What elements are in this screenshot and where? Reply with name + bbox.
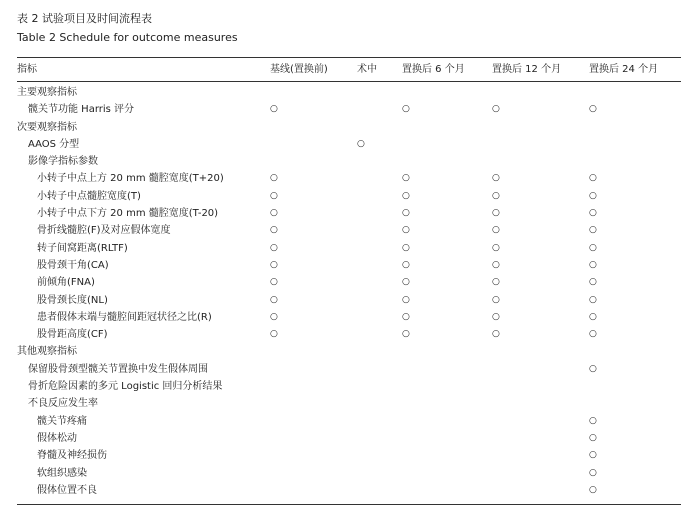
- mark-24-months: ○: [589, 277, 597, 288]
- indicator-label: 髋关节疼痛: [37, 415, 87, 427]
- mark-24-months: ○: [589, 432, 597, 443]
- indicator-label: 影像学指标参数: [28, 156, 98, 168]
- table-header-row: [17, 60, 681, 80]
- mark-24-months: ○: [589, 415, 597, 426]
- mark-12-months: [487, 361, 584, 378]
- mark-24-months: ○: [589, 208, 597, 219]
- mark-intraoperative: [357, 119, 398, 136]
- mark-intraoperative: [357, 482, 398, 499]
- mark-6-months: ○: [402, 208, 410, 219]
- header-indicator: 指标: [17, 64, 37, 75]
- mark-intraoperative: [357, 240, 398, 257]
- mark-6-months: [398, 136, 487, 153]
- mark-6-months: [398, 413, 487, 430]
- indicator-label: 假体松动: [37, 432, 77, 444]
- table-caption-chinese: 表 2 试验项目及时间流程表: [17, 12, 152, 25]
- mark-intraoperative: ○: [357, 138, 365, 149]
- mark-24-months: [584, 343, 681, 360]
- mark-12-months: [487, 378, 584, 395]
- mark-24-months: ○: [589, 363, 597, 374]
- mark-24-months: ○: [589, 467, 597, 478]
- mark-intraoperative: [357, 101, 398, 118]
- mark-12-months: [487, 84, 584, 101]
- mark-intraoperative: [357, 257, 398, 274]
- mark-24-months: ○: [589, 173, 597, 184]
- indicator-label: 脊髓及神经损伤: [37, 450, 107, 462]
- mark-12-months: ○: [492, 259, 500, 270]
- mark-6-months: ○: [402, 104, 410, 115]
- mark-intraoperative: [357, 222, 398, 239]
- mark-6-months: ○: [402, 242, 410, 253]
- indicator-label: 股骨距高度(CF): [37, 329, 108, 341]
- table-row: [17, 326, 681, 343]
- mark-intraoperative: [357, 430, 398, 447]
- header-24-months: 置换后 24 个月: [589, 64, 659, 75]
- mark-24-months: ○: [589, 450, 597, 461]
- table-row: [17, 309, 681, 326]
- mark-baseline: ○: [270, 259, 278, 270]
- mark-intraoperative: [357, 395, 398, 412]
- table-row: [17, 482, 681, 499]
- mark-intraoperative: [357, 292, 398, 309]
- mark-baseline: ○: [270, 208, 278, 219]
- mark-12-months: ○: [492, 242, 500, 253]
- mark-baseline: [264, 465, 357, 482]
- mark-6-months: [398, 84, 487, 101]
- mark-24-months: [584, 395, 681, 412]
- mark-24-months: ○: [589, 242, 597, 253]
- mark-baseline: ○: [270, 294, 278, 305]
- table-body: [17, 80, 681, 499]
- mark-12-months: ○: [492, 277, 500, 288]
- mark-24-months: ○: [589, 104, 597, 115]
- mark-24-months: [584, 84, 681, 101]
- mark-6-months: ○: [402, 277, 410, 288]
- mark-intraoperative: [357, 361, 398, 378]
- mark-intraoperative: [357, 326, 398, 343]
- table-row: [17, 84, 681, 101]
- mark-12-months: [487, 395, 584, 412]
- table-row: [17, 361, 681, 378]
- table-row: [17, 465, 681, 482]
- section-heading: 主要观察指标: [17, 87, 77, 98]
- mark-baseline: [264, 447, 357, 464]
- indicator-label: 患者假体末端与髓腔间距冠状径之比(R): [37, 311, 212, 323]
- mark-12-months: ○: [492, 225, 500, 236]
- table-row: [17, 430, 681, 447]
- table-row: [17, 378, 681, 395]
- mark-6-months: ○: [402, 190, 410, 201]
- mark-12-months: [487, 465, 584, 482]
- mark-baseline: [264, 482, 357, 499]
- table-row: [17, 274, 681, 291]
- mark-intraoperative: [357, 309, 398, 326]
- table-row: [17, 395, 681, 412]
- mark-12-months: ○: [492, 208, 500, 219]
- table-row: [17, 119, 681, 136]
- indicator-label: 软组织感染: [37, 467, 87, 479]
- mark-12-months: [487, 413, 584, 430]
- mark-12-months: ○: [492, 104, 500, 115]
- mark-baseline: [264, 378, 357, 395]
- mark-intraoperative: [357, 343, 398, 360]
- mark-6-months: ○: [402, 173, 410, 184]
- table-row: [17, 188, 681, 205]
- mark-6-months: [398, 395, 487, 412]
- mark-6-months: [398, 119, 487, 136]
- indicator-label: 保留股骨颈型髋关节置换中发生假体周围: [28, 363, 208, 375]
- indicator-label: 小转子中点下方 20 mm 髓腔宽度(T-20): [37, 208, 219, 220]
- mark-24-months: [584, 136, 681, 153]
- indicator-label: 不良反应发生率: [28, 398, 98, 410]
- mark-baseline: ○: [270, 173, 278, 184]
- mark-intraoperative: [357, 413, 398, 430]
- table-row: [17, 343, 681, 360]
- section-heading: 其他观察指标: [17, 346, 77, 358]
- mark-6-months: [398, 465, 487, 482]
- mark-baseline: ○: [270, 225, 278, 236]
- mark-12-months: ○: [492, 329, 500, 340]
- table-row: [17, 447, 681, 464]
- header-intraoperative: 术中: [357, 64, 377, 75]
- mark-intraoperative: [357, 84, 398, 101]
- mark-12-months: ○: [492, 190, 500, 201]
- mark-intraoperative: [357, 188, 398, 205]
- table-row: [17, 292, 681, 309]
- mark-6-months: ○: [402, 225, 410, 236]
- table-row: [17, 153, 681, 170]
- mark-baseline: ○: [270, 277, 278, 288]
- mark-baseline: ○: [270, 242, 278, 253]
- mark-24-months: [584, 153, 681, 170]
- indicator-label: 小转子中点髓腔宽度(T): [37, 190, 141, 202]
- table-row: [17, 136, 681, 153]
- table-bottom-rule: [17, 504, 681, 505]
- mark-24-months: [584, 378, 681, 395]
- table-top-rule: [17, 57, 681, 58]
- mark-6-months: [398, 430, 487, 447]
- mark-12-months: [487, 119, 584, 136]
- mark-baseline: [264, 343, 357, 360]
- header-baseline: 基线(置换前): [270, 64, 328, 75]
- header-12-months: 置换后 12 个月: [492, 64, 562, 75]
- mark-24-months: ○: [589, 294, 597, 305]
- indicator-label: 股骨颈长度(NL): [37, 294, 108, 306]
- mark-6-months: [398, 378, 487, 395]
- mark-baseline: [264, 136, 357, 153]
- mark-baseline: [264, 395, 357, 412]
- mark-12-months: ○: [492, 173, 500, 184]
- mark-6-months: ○: [402, 329, 410, 340]
- indicator-label: 小转子中点上方 20 mm 髓腔宽度(T+20): [37, 173, 224, 185]
- mark-baseline: ○: [270, 311, 278, 322]
- mark-baseline: [264, 413, 357, 430]
- mark-24-months: ○: [589, 311, 597, 322]
- mark-6-months: [398, 343, 487, 360]
- mark-12-months: [487, 430, 584, 447]
- table-caption-english: Table 2 Schedule for outcome measures: [17, 31, 238, 44]
- mark-baseline: [264, 84, 357, 101]
- section-heading: 次要观察指标: [17, 121, 77, 133]
- mark-12-months: [487, 136, 584, 153]
- mark-6-months: [398, 153, 487, 170]
- indicator-label: 股骨颈干角(CA): [37, 259, 109, 271]
- table-row: [17, 170, 681, 187]
- table-row: [17, 413, 681, 430]
- mark-24-months: ○: [589, 225, 597, 236]
- table-row: [17, 257, 681, 274]
- indicator-label: AAOS 分型: [28, 138, 80, 150]
- mark-intraoperative: [357, 447, 398, 464]
- mark-6-months: ○: [402, 311, 410, 322]
- mark-baseline: ○: [270, 190, 278, 201]
- table-row: [17, 101, 681, 118]
- table-row: [17, 240, 681, 257]
- indicator-label: 髋关节功能 Harris 评分: [28, 104, 135, 116]
- mark-intraoperative: [357, 274, 398, 291]
- mark-baseline: [264, 153, 357, 170]
- mark-baseline: ○: [270, 329, 278, 340]
- mark-baseline: [264, 430, 357, 447]
- indicator-label: 骨折危险因素的多元 Logistic 回归分析结果: [28, 381, 223, 393]
- indicator-label: 前倾角(FNA): [37, 277, 95, 289]
- mark-intraoperative: [357, 153, 398, 170]
- table-row: [17, 222, 681, 239]
- indicator-label: 骨折线髓腔(F)及对应假体宽度: [37, 225, 171, 237]
- mark-baseline: [264, 119, 357, 136]
- mark-12-months: [487, 482, 584, 499]
- mark-baseline: ○: [270, 104, 278, 115]
- mark-6-months: [398, 482, 487, 499]
- mark-12-months: [487, 153, 584, 170]
- mark-24-months: [584, 119, 681, 136]
- mark-24-months: ○: [589, 259, 597, 270]
- mark-12-months: ○: [492, 311, 500, 322]
- mark-intraoperative: [357, 378, 398, 395]
- mark-intraoperative: [357, 465, 398, 482]
- mark-intraoperative: [357, 170, 398, 187]
- mark-baseline: [264, 361, 357, 378]
- mark-intraoperative: [357, 205, 398, 222]
- schedule-table: [17, 60, 681, 499]
- indicator-label: 转子间窝距离(RLTF): [37, 242, 128, 254]
- mark-24-months: ○: [589, 190, 597, 201]
- mark-6-months: [398, 447, 487, 464]
- header-6-months: 置换后 6 个月: [402, 64, 465, 75]
- table-row: [17, 205, 681, 222]
- mark-6-months: [398, 361, 487, 378]
- mark-12-months: [487, 343, 584, 360]
- mark-12-months: ○: [492, 294, 500, 305]
- mark-6-months: ○: [402, 294, 410, 305]
- mark-24-months: ○: [589, 329, 597, 340]
- mark-12-months: [487, 447, 584, 464]
- mark-24-months: ○: [589, 484, 597, 495]
- indicator-label: 假体位置不良: [37, 484, 97, 496]
- mark-6-months: ○: [402, 259, 410, 270]
